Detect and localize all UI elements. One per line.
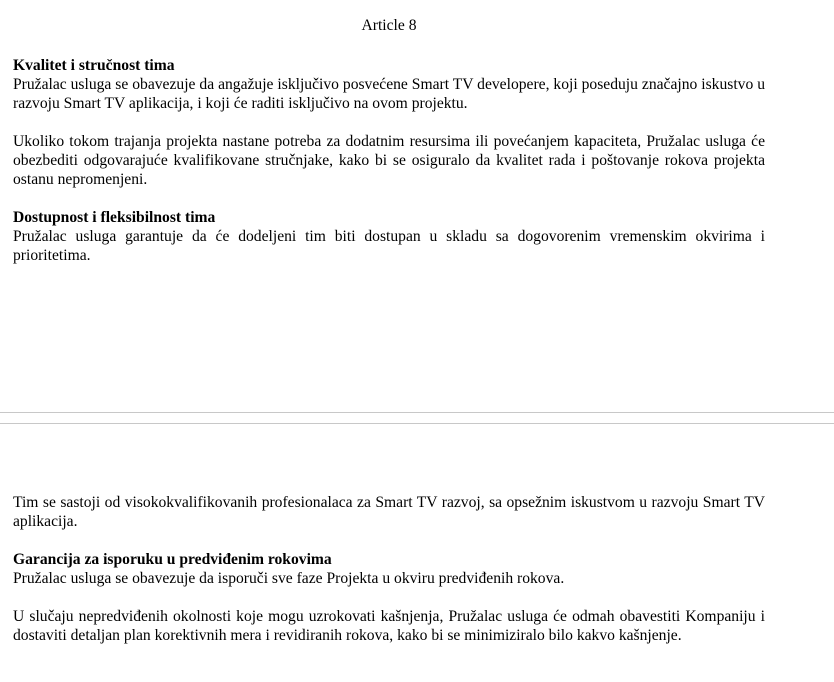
page-1-content [13,56,765,265]
paragraph-team-quality-2: Ukoliko tokom trajanja projekta nastane potreba za dodatnim resursima ili povećanjem kapaciteta, Pružalac usluga će obezbediti odgovarajuće kvalifikovane stručnjake, kako bi se osiguralo da kvalitet rada i poštovanje rokova projekta ostanu nepromenjeni. [13,133,765,188]
section-heading-team-availability: Dostupnost i fleksibilnost tima [13,209,216,226]
paragraph-delivery-1: Pružalac usluga se obavezuje da isporuči sve faze Projekta u okviru predviđenih rokova. [13,570,565,587]
paragraph-team-quality-1: Pružalac usluga se obavezuje da angažuje isključivo posvećene Smart TV developere, koji poseduju značajno iskustvo u razvoju Smart TV aplikacija, i koji će raditi isključivo na ovom projektu. [13,76,765,112]
paragraph-team-intro: Tim se sastoji od visokokvalifikovanih profesionalaca za Smart TV razvoj, sa opsežnim iskustvom u razvoju Smart TV aplikacija. [13,494,765,530]
page-break [0,412,834,424]
section-heading-team-quality: Kvalitet i stručnost tima [13,57,175,74]
article-title: Article 8 [361,17,417,34]
paragraph-delivery-2: U slučaju nepredviđenih okolnosti koje mogu uzrokovati kašnjenja, Pružalac usluga će odmah obavestiti Kompaniju i dostaviti detaljan plan korektivnih mera i revidiranih rokova, kako bi se minimiziralo bilo kakvo kašnjenje. [13,608,765,644]
page-2-content [13,493,765,645]
paragraph-team-availability-1: Pružalac usluga garantuje da će dodeljeni tim biti dostupan u skladu sa dogovorenim vremenskim okvirima i prioritetima. [13,228,765,264]
document-page-2 [0,424,834,682]
section-heading-delivery-guarantee: Garancija za isporuku u predviđenim rokovima [13,551,332,568]
